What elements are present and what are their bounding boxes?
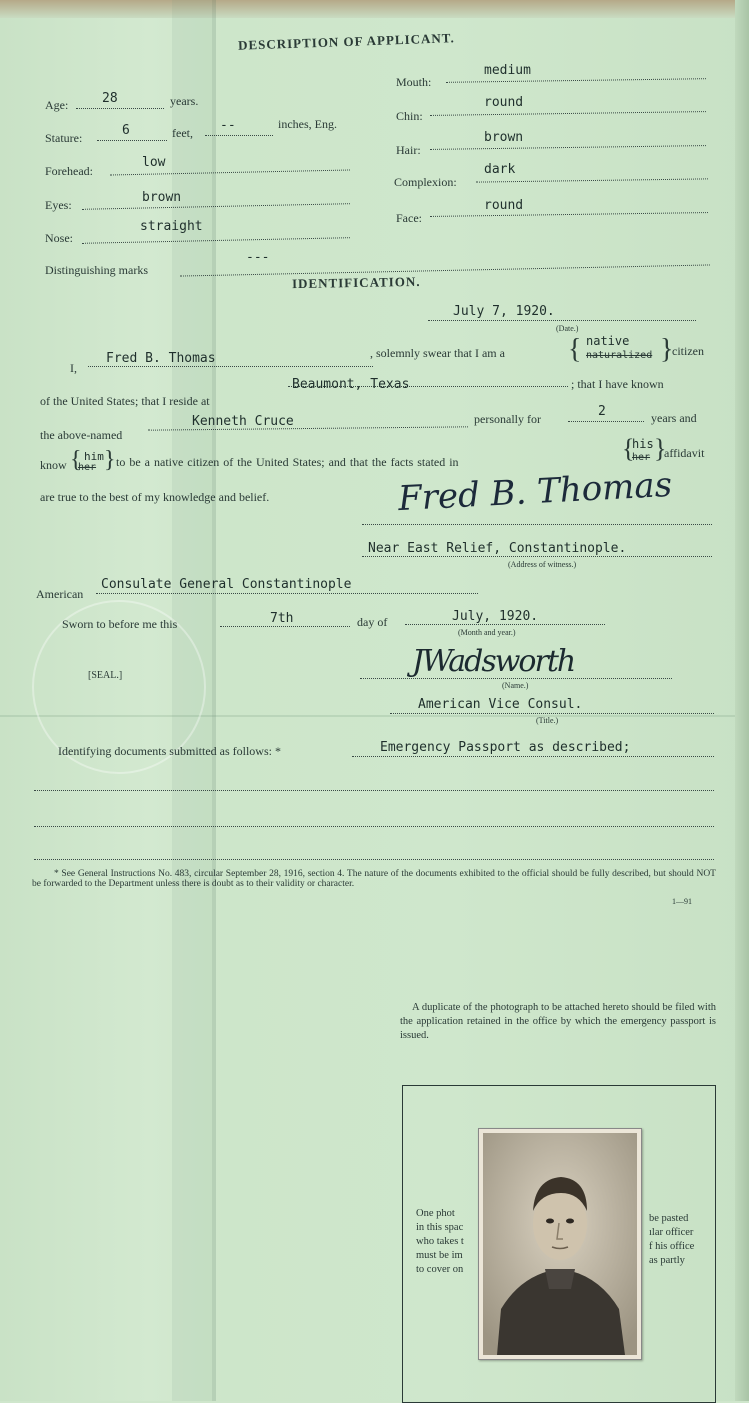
known-text: ; that I have known [571, 377, 664, 391]
eyes-value: brown [142, 190, 182, 205]
above-named-text: the above-named [40, 428, 123, 442]
mouth-line [446, 78, 706, 83]
address-line [362, 556, 712, 557]
eyes-line [82, 203, 350, 210]
native-text: to be a native citizen of the United States; and that the facts stated in [116, 455, 459, 469]
documents-line-4 [34, 859, 714, 860]
title-caption: (Title.) [536, 716, 559, 725]
mouth-label: Mouth: [396, 75, 432, 89]
photo-instr-right-1: be pasted [649, 1213, 689, 1224]
his-brace-right: } [654, 434, 667, 463]
documents-line-2 [34, 790, 714, 791]
know-label: know [40, 458, 67, 472]
forehead-label: Forehead: [45, 164, 93, 178]
identification-heading: IDENTIFICATION. [291, 273, 421, 292]
day-value: 7th [270, 611, 294, 626]
native-option: native [586, 334, 630, 348]
her-option-struck: her [78, 462, 97, 473]
documents-value: Emergency Passport as described; [380, 740, 631, 755]
signature-line [362, 524, 712, 525]
photo-instr-left-5: to cover on [416, 1264, 464, 1275]
month-line [405, 624, 605, 625]
age-line [76, 108, 164, 109]
stature-feet-value: 6 [122, 123, 130, 138]
his-option: his [632, 437, 654, 451]
nose-label: Nose: [45, 231, 73, 245]
face-line [430, 212, 708, 217]
month-year-value: July, 1920. [452, 609, 539, 624]
name-caption: (Name.) [502, 681, 529, 690]
stature-feet-line [97, 140, 167, 141]
photo-instr-left-2: in this spac [416, 1222, 464, 1233]
paper-right-edge [735, 0, 749, 1401]
documents-line-3 [34, 826, 714, 827]
documents-label: Identifying documents submitted as follows: * [58, 744, 281, 758]
forehead-value: low [142, 155, 166, 170]
photo-instr-left-1: One phot [416, 1208, 455, 1219]
him-brace-left: { [70, 447, 82, 473]
name-line [360, 678, 672, 679]
stature-inches-line [205, 135, 273, 136]
witness-name: Fred B. Thomas [106, 351, 216, 366]
photo-instr-right-3: f his office [649, 1241, 695, 1252]
affidavit-label: affidavit [664, 446, 705, 460]
official-title: American Vice Consul. [418, 697, 583, 712]
swear-text: , solemnly swear that I am a [370, 346, 505, 360]
witness-name-line [88, 366, 373, 367]
marks-line [180, 264, 710, 276]
citizen-label: citizen [672, 344, 704, 358]
complexion-line [476, 178, 708, 182]
residence-value: Beaumont, Texas [292, 377, 410, 392]
title-line [390, 713, 714, 714]
feet-label: feet, [172, 126, 193, 140]
forehead-line [110, 169, 350, 175]
face-value: round [484, 198, 524, 213]
years-known: 2 [598, 404, 606, 419]
office-line [96, 593, 478, 594]
photo-instr-left-4: must be im [416, 1250, 463, 1261]
age-label: Age: [45, 98, 69, 112]
applicant-name: Kenneth Cruce [192, 414, 294, 429]
his-brace-left: { [622, 434, 635, 463]
residence-text: of the United States; that I reside at [40, 394, 210, 408]
personally-for-text: personally for [474, 412, 541, 426]
date-caption: (Date.) [556, 324, 579, 333]
applicant-photograph [478, 1128, 642, 1360]
eyes-label: Eyes: [45, 198, 72, 212]
photo-instructions-left [416, 1207, 464, 1277]
age-value: 28 [102, 91, 118, 106]
seal-label: [SEAL.] [88, 670, 123, 681]
naturalized-option-struck: naturalized [586, 350, 653, 361]
inches-label: inches, Eng. [278, 117, 337, 131]
footnote: * See General Instructions No. 483, circular September 28, 1916, section 4. The nature of the documents exhibited to the official should be fully described, but should NOT be forwarded to the Department unless there is doubt as to their validity or character. [32, 869, 716, 889]
description-heading: DESCRIPTION OF APPLICANT. [237, 30, 455, 53]
marks-value: --- [246, 250, 270, 265]
portrait-image [479, 1129, 641, 1359]
day-of-label: day of [357, 615, 388, 629]
hair-line [430, 145, 706, 150]
him-option: him [84, 450, 104, 463]
chin-label: Chin: [396, 109, 423, 123]
date-value: July 7, 1920. [453, 304, 555, 319]
photo-instr-right-4: as partly [649, 1255, 685, 1266]
witness-signature: Fred B. Thomas [397, 464, 674, 520]
her2-option-struck: her [632, 452, 651, 463]
witness-address: Near East Relief, Constantinople. [368, 541, 627, 556]
photo-instr-right-2: ılar officer [649, 1227, 694, 1238]
marks-label: Distinguishing marks [45, 263, 149, 277]
day-line [220, 626, 350, 627]
photo-instr-left-3: who takes t [416, 1236, 464, 1247]
photo-instructions-right [649, 1212, 694, 1268]
mouth-value: medium [484, 63, 531, 78]
years-line [568, 421, 644, 422]
american-label: American [36, 587, 84, 601]
years-and-text: years and [651, 411, 697, 425]
month-caption: (Month and year.) [458, 628, 516, 637]
date-line [428, 320, 696, 321]
stature-inches-value: -- [220, 118, 236, 133]
chin-line [430, 111, 706, 116]
documents-line [352, 756, 714, 757]
consulate-office: Consulate General Constantinople [101, 577, 352, 592]
address-caption: (Address of witness.) [508, 560, 577, 569]
belief-text: are true to the best of my knowledge and belief. [40, 490, 270, 504]
face-label: Face: [396, 211, 422, 225]
fold-crease-line [212, 0, 216, 1401]
him-brace-right: } [104, 447, 116, 473]
complexion-label: Complexion: [394, 175, 457, 189]
duplicate-photo-note: A duplicate of the photograph to be attached hereto should be filed with the application retained in the office by which the emergency passport is issued. [400, 1002, 716, 1041]
hair-label: Hair: [396, 143, 421, 157]
nose-value: straight [140, 219, 203, 234]
stature-label: Stature: [45, 131, 83, 145]
citizen-brace-left: { [568, 334, 582, 365]
chin-value: round [484, 95, 524, 110]
paper-top-edge [0, 0, 749, 18]
age-unit: years. [170, 94, 199, 108]
form-code: 1—91 [672, 897, 692, 906]
nose-line [82, 237, 350, 244]
hair-value: brown [484, 130, 524, 145]
complexion-value: dark [484, 162, 516, 177]
i-label: I, [70, 361, 77, 375]
sworn-label: Sworn to before me this [62, 617, 178, 631]
citizen-brace-right: } [660, 334, 674, 365]
official-signature: JWadsworth [412, 644, 575, 679]
